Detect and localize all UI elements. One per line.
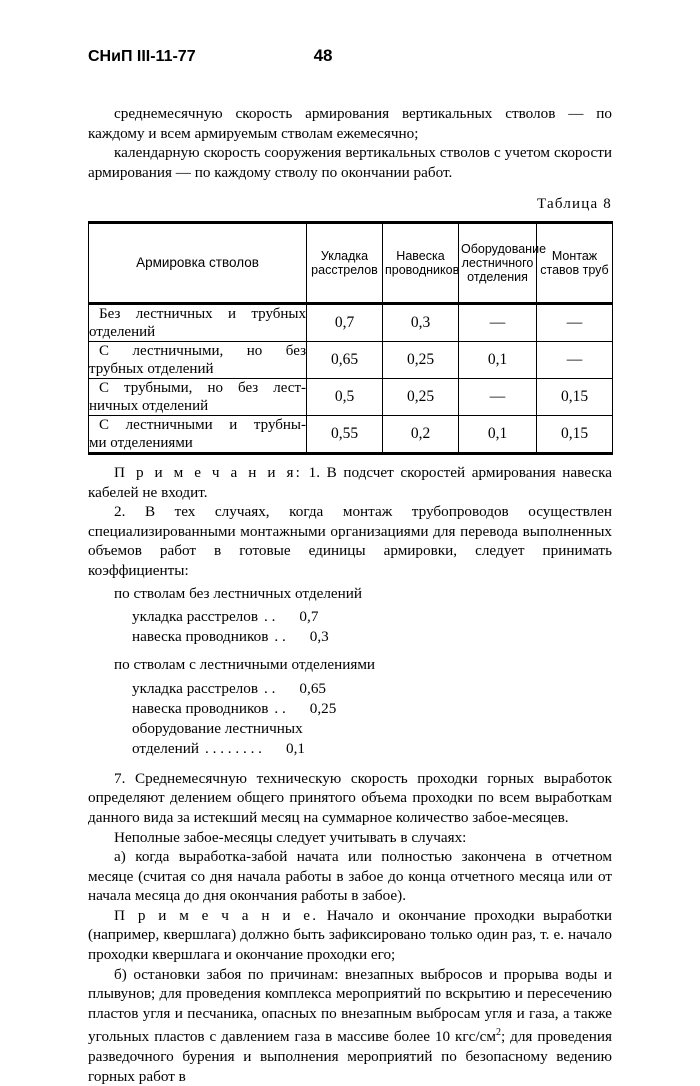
cell-value: 0,3: [383, 303, 459, 341]
note-1: [88, 463, 612, 502]
coefficient-value: 0,3: [309, 628, 329, 646]
row-label: [89, 415, 307, 453]
note-2: 2. В тех случаях, когда монтаж трубопроводов осуществлен специализированными монтажными организациями для перевода выполненных объемов работ в готовые единицы армировки, следует принимать коэффициенты:: [88, 503, 612, 579]
cell-value: —: [459, 303, 537, 341]
col-header-3: Оборудование лестничного отделения: [459, 222, 537, 303]
row-label: [89, 378, 307, 415]
leader-dots: . .: [264, 679, 276, 697]
list-item: [132, 607, 612, 627]
group1-title: по стволам без лестничных отделений: [114, 584, 363, 602]
list-item: [132, 719, 612, 739]
item-b-superscript: 2: [495, 1027, 501, 1039]
paragraph-note: [88, 906, 612, 965]
coefficient-name: отделений: [132, 739, 200, 757]
col-header-4: Монтаж ставов труб: [537, 222, 613, 303]
note-text: Начало и окончание проходки выработки (например, квершлага) должно быть зафиксировано только один раз, т. е. начало проходки квершлага и окончание проходки его;: [88, 906, 612, 964]
row-label-line1: С трубными, но без лест-: [99, 379, 306, 396]
item-b-part2: ; для проведения разведочного бурения и выполнения мероприятий по безопасному ведению горных работ в: [88, 1028, 612, 1085]
table-body: [89, 303, 613, 453]
leader-dots: . . . . . . . .: [205, 739, 262, 757]
paragraph-calendar-speed: календарную скорость сооружения вертикальных стволов с учетом скорости армирования — по каждому стволу по окончании работ.: [88, 144, 612, 181]
table-row: [89, 341, 613, 378]
paragraph-incomplete-months: Неполные забое-месяцы следует учитывать в случаях:: [114, 828, 467, 846]
note-prefix: П р и м е ч а н и е.: [114, 906, 319, 924]
cell-value: 0,2: [383, 415, 459, 453]
coefficient-value: 0,25: [309, 699, 337, 717]
cell-value: 0,65: [307, 341, 383, 378]
coefficient-name: укладка расстрелов: [132, 608, 259, 626]
paragraph-monthly-speed: среднемесячную скорость армирования вертикальных стволов — по каждому и всем армируемым стволам ежемесячно;: [88, 105, 612, 142]
col-header-0: Армировка стволов: [89, 222, 307, 303]
note-1-text: 1. В подсчет скоростей армирования навеска кабелей не входит.: [88, 463, 612, 501]
cell-value: 0,1: [459, 415, 537, 453]
cell-value: 0,5: [307, 378, 383, 415]
cell-value: 0,55: [307, 415, 383, 453]
page-header: [88, 46, 628, 66]
notes-prefix: П р и м е ч а н и я:: [114, 463, 303, 481]
group2-title: по стволам с лестничными отделениями: [114, 656, 376, 674]
col-header-2: Навеска проводников: [383, 222, 459, 303]
cell-value: 0,15: [537, 415, 613, 453]
row-label: [89, 303, 307, 341]
paragraph-item-7: 7. Среднемесячную техническую скорость проходки горных выработок определяют делением общего принятого объема проходки по всем выработкам данного вида за истекший месяц на суммарное количество забое-месяцев.: [88, 769, 612, 826]
row-label-line1: С лестничными, но без: [99, 342, 306, 359]
cell-value: —: [537, 341, 613, 378]
table-caption: Таблица 8: [537, 196, 612, 213]
leader-dots: . .: [274, 628, 286, 646]
list-item: [132, 679, 612, 699]
paragraph-item-a: а) когда выработка-забой начата или полностью закончена в отчетном месяце (считая со дня начала работы в забое до конца отчетного месяца или от начала месяца до дня окончания работы в забое).: [88, 848, 612, 905]
item-b-part1: б) остановки забоя по причинам: внезапных выбросов и прорыва воды и плывунов; для проведения комплекса мероприятий по вскрытию и пересечению пластов угля и песчаника, опасных по внезапным выбросам угля и газа, а также угольных пластов с давлением газа в массиве более 10 кгс/см: [88, 965, 612, 1046]
coefficient-value: 0,65: [299, 679, 326, 697]
cell-value: —: [459, 378, 537, 415]
cell-value: 0,15: [537, 378, 613, 415]
paragraph-item-b: [88, 965, 612, 1086]
list-item: [132, 699, 612, 719]
coefficient-name: оборудование лестничных: [132, 719, 303, 737]
list-item: [132, 627, 612, 647]
coefficient-list-2: [132, 679, 612, 759]
row-label-line2: отделений: [89, 323, 156, 340]
cell-value: 0,25: [383, 378, 459, 415]
row-label-line1: Без лестничных и трубных: [99, 305, 306, 322]
leader-dots: . .: [264, 608, 276, 626]
coefficient-value: 0,1: [285, 739, 305, 757]
table-head: [89, 222, 613, 303]
cell-value: —: [537, 303, 613, 341]
row-label-line2: ми отделениями: [89, 434, 193, 451]
cell-value: 0,25: [383, 341, 459, 378]
notes-block: [88, 463, 612, 759]
list-item: [132, 739, 612, 759]
coefficient-list-1: [132, 607, 612, 647]
coefficient-name: укладка расстрелов: [132, 679, 259, 697]
leader-dots: . .: [274, 699, 286, 717]
cell-value: 0,1: [459, 341, 537, 378]
table-row: [89, 378, 613, 415]
table-8: [88, 221, 613, 455]
page-number: 48: [313, 46, 333, 65]
row-label-line2: ничных отделений: [89, 397, 209, 414]
coefficient-value: 0,7: [299, 608, 319, 626]
page-content: [88, 104, 612, 1086]
cell-value: 0,7: [307, 303, 383, 341]
coefficient-name: навеска проводников: [132, 699, 269, 717]
document-code: СНиП III-11-77: [88, 48, 196, 65]
row-label: [89, 341, 307, 378]
coefficient-name: навеска проводников: [132, 628, 269, 646]
table-row: [89, 303, 613, 341]
col-header-1: Укладка расстрелов: [307, 222, 383, 303]
table-row: [89, 415, 613, 453]
row-label-line2: трубных отделений: [89, 360, 214, 377]
row-label-line1: С лестничными и трубны-: [99, 416, 306, 433]
